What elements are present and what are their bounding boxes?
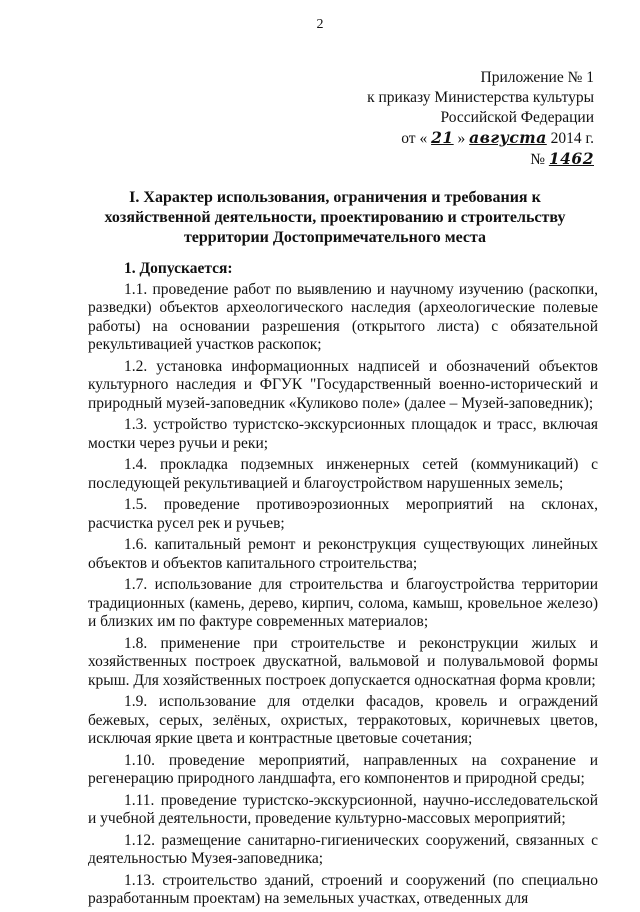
list-item: 1.3. устройство туристско-экскурсионных площадок и трасс, включая мостки через ручьи и реки; [88,416,598,452]
date-month: августа [469,128,547,147]
order-number: 1462 [548,149,594,168]
date-year: 2014 г. [550,130,594,147]
annex-number-line [367,149,594,170]
list-item: 1.6. капитальный ремонт и реконструкция существующих линейных объектов и объектов капитального строительства; [88,536,598,572]
annex-block [367,68,594,170]
number-prefix: № [530,151,545,168]
list-item: 1.7. использование для строительства и благоустройства территории традиционных (камень, дерево, кирпич, солома, камыш, кровельное железо) и близких им по фактуре современных материалов; [88,576,598,630]
list-item: 1.12. размещение санитарно-гигиенических сооружений, связанных с деятельностью Музея-заповедника; [88,831,598,867]
list-item: 1.11. проведение туристско-экскурсионной, научно-исследовательской и учебной деятельности, проведение культурно-массовых мероприятий; [88,791,598,827]
annex-title: Приложение № 1 [480,69,594,86]
date-day: 21 [431,128,454,147]
list-item: 1.4. прокладка подземных инженерных сетей (коммуникаций) с последующей рекультивацией и благоустройством нарушенных земель; [88,456,598,492]
list-item: 1.10. проведение мероприятий, направленных на сохранение и регенерацию природного ландшафта, его компонентов и природной среды; [88,751,598,787]
date-close-quote: » [457,130,466,147]
date-prefix: от « [401,130,428,147]
annex-federation-line: Российской Федерации [440,109,594,126]
annex-order-line: к приказу Министерства культуры [367,89,594,106]
section-title: I. Характер использования, ограничения и требования к хозяйственной деятельности, проектированию и строительству территории Достопримечательного места [104,189,566,246]
permitted-heading: 1. Допускается: [124,260,233,277]
list-item: 1.13. строительство зданий, строений и сооружений (по специально разработанным проектам) на земельных участках, отведенных для [88,871,598,907]
list-item: 1.8. применение при строительстве и реконструкции жилых и хозяйственных построек двускатной, вальмовой и полувальмовой формы крыш. Для хозяйственных построек допускается односкатная форма кровли; [88,634,598,689]
list-item: 1.1. проведение работ по выявлению и научному изучению (раскопки, разведки) объектов археологического наследия (археологические полевые работы) на основании разрешения (открытого листа) с обязательной рекультивацией участков раскопок; [88,280,598,353]
list-item: 1.9. использование для отделки фасадов, кровель и ограждений бежевых, серых, зелёных, охристых, терракотовых, коричневых цветов, исключая яркие цвета и контрастные цветовые сочетания; [88,693,598,747]
list-item: 1.5. проведение противоэрозионных мероприятий на склонах, расчистка русел рек и ручьев; [88,496,598,532]
annex-date-line [367,128,594,149]
list-item: 1.2. установка информационных надписей и обозначений объектов культурного наследия и ФГУК "Государственный военно-исторический и природный музей-заповедник «Куликово поле» (далее – Музей-заповедник); [88,357,598,412]
page-number: 2 [316,17,324,32]
document-body [88,260,598,912]
